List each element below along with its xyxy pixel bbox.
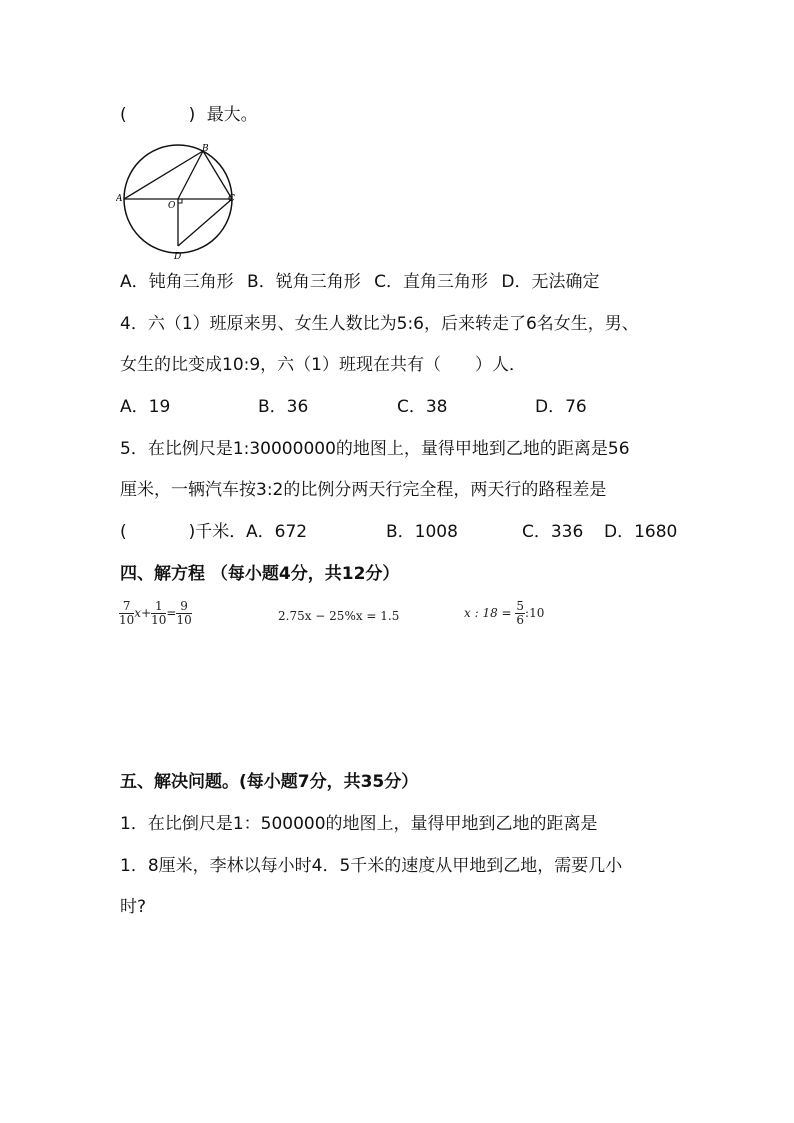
q3-option-d[interactable]: D．无法确定	[501, 272, 600, 292]
answer-paren-close: )	[188, 105, 196, 125]
label-c: C	[228, 194, 235, 204]
q3-tail-text: 最大。	[206, 105, 258, 125]
q4-option-d[interactable]: D．76	[535, 397, 587, 417]
q4-option-c[interactable]: C．38	[397, 397, 448, 417]
q5-line3	[120, 521, 246, 543]
circle-figure	[116, 142, 244, 262]
fraction-1-10: $\frac{1}{10}$	[151, 599, 167, 627]
q3-option-a[interactable]: A．钝角三角形	[120, 272, 234, 292]
label-b: B	[202, 144, 209, 154]
q5-line2: 厘米，一辆汽车按3:2的比例分两天行完全程，两天行的路程差是	[120, 480, 607, 500]
answer-paren-open: (	[120, 105, 127, 125]
q3-option-c[interactable]: C．直角三角形	[374, 272, 488, 292]
q4-line2: 女生的比变成10:9，六（1）班现在共有（ ）人．	[120, 355, 526, 375]
q5-unit: )千米．	[188, 522, 247, 542]
answer-paren-open: (	[120, 522, 127, 542]
s5-q1-line1: 1．在比倒尺是1：500000的地图上，量得甲地到乙地的距离是	[120, 814, 598, 834]
equation-1: $\frac{7}{10}$ x+ $\frac{1}{10}$ = $\frac{9}{10}$	[119, 599, 192, 627]
equation-3: x : 18 = $\frac{5}{6}$ :10	[464, 599, 545, 627]
s5-q1-line2: 1．8厘米，李林以每小时4．5千米的速度从甲地到乙地，需要几小	[120, 856, 623, 876]
q5-line1: 5．在比例尺是1:30000000的地图上，量得甲地到乙地的距离是56	[120, 439, 630, 459]
q4-option-a[interactable]: A．19	[120, 397, 171, 417]
q3-tail-line	[120, 104, 258, 126]
fraction-9-10: $\frac{9}{10}$	[176, 599, 192, 627]
q4-line1: 4．六（1）班原来男、女生人数比为5:6，后来转走了6名女生，男、	[120, 314, 639, 334]
equation-2: 2.75x − 25%x = 1.5	[278, 609, 400, 623]
section4-heading: 四、解方程 （每小题4分，共12分）	[120, 564, 400, 584]
section5-heading: 五、解决问题。(每小题7分，共35分）	[120, 772, 419, 792]
q5-option-a[interactable]: A．672	[246, 522, 308, 542]
s5-q1-line3: 时?	[120, 897, 147, 917]
q3-option-b[interactable]: B．锐角三角形	[247, 272, 361, 292]
label-a: A	[116, 194, 123, 204]
fraction-7-10: $\frac{7}{10}$	[119, 599, 135, 627]
q5-option-d[interactable]: D．1680	[604, 522, 678, 542]
label-d: D	[174, 252, 182, 262]
q4-option-b[interactable]: B．36	[258, 397, 309, 417]
q5-option-c[interactable]: C．336	[522, 522, 584, 542]
label-o: O	[168, 201, 176, 211]
q5-option-b[interactable]: B．1008	[386, 522, 458, 542]
q3-options	[120, 271, 600, 293]
fraction-5-6: $\frac{5}{6}$	[516, 599, 525, 627]
